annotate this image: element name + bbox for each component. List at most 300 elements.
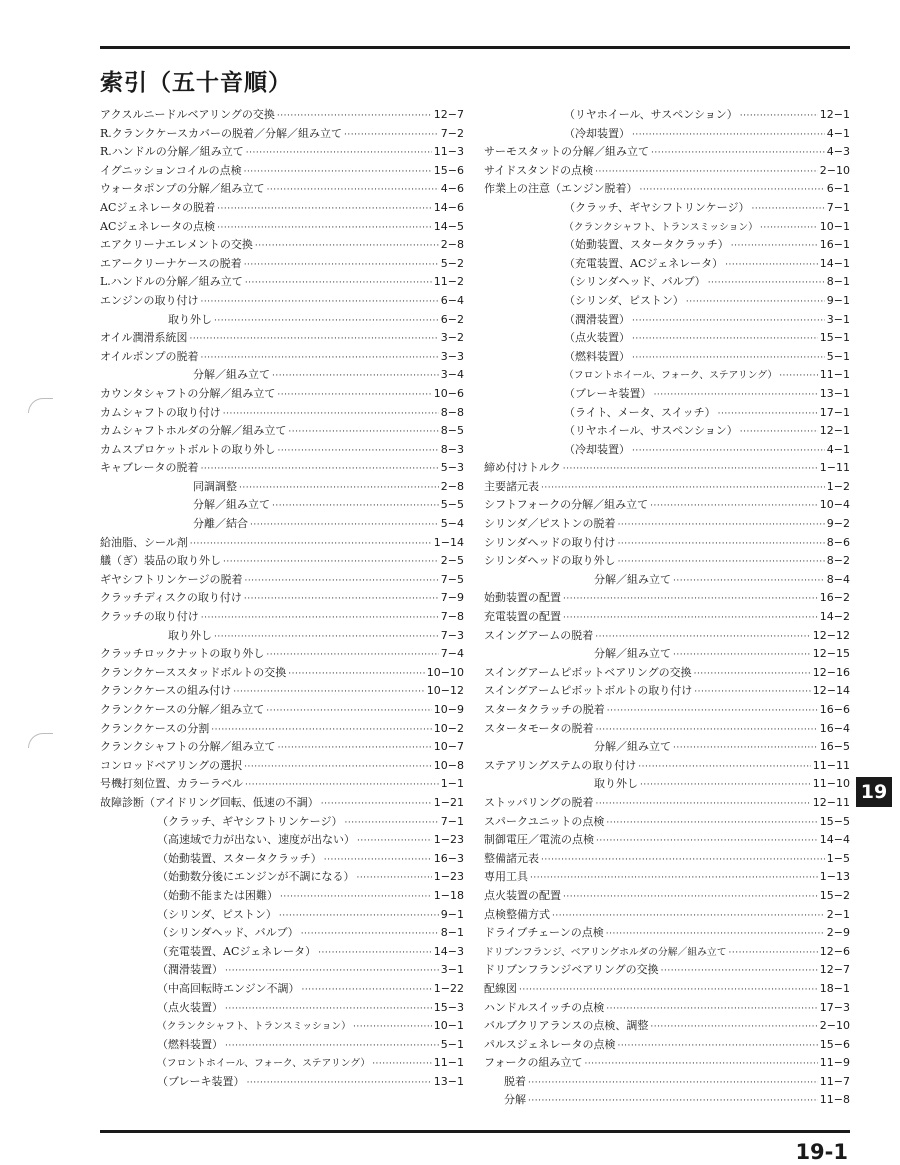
dot-leader bbox=[277, 107, 432, 125]
dot-leader bbox=[606, 1000, 818, 1018]
dot-leader bbox=[740, 107, 818, 125]
index-entry-page: 11−2 bbox=[433, 275, 464, 289]
dot-leader bbox=[639, 181, 824, 199]
section-tab: 19 bbox=[856, 777, 892, 807]
dot-leader bbox=[530, 869, 818, 887]
index-entry-page: 10−1 bbox=[433, 1019, 464, 1033]
index-entry bbox=[484, 924, 850, 943]
page-number: 19-1 bbox=[795, 1140, 848, 1164]
index-entry-page: 11−8 bbox=[819, 1093, 850, 1107]
index-entry bbox=[484, 255, 850, 274]
index-entry-page: 17−1 bbox=[819, 405, 850, 419]
index-entry-page: 11−1 bbox=[819, 368, 850, 382]
index-entry bbox=[484, 645, 850, 664]
index-entry-label: （冷却装置） bbox=[564, 442, 630, 456]
index-entry-page: 2−5 bbox=[440, 554, 464, 568]
index-entry-label: 同調調整 bbox=[193, 479, 237, 493]
index-entry-page: 1−21 bbox=[433, 795, 464, 809]
index-entry-page: 12−14 bbox=[812, 684, 850, 698]
index-entry-label: 号機打刻位置、カラーラベル bbox=[100, 777, 243, 791]
index-entry-label: 整備諸元表 bbox=[484, 851, 539, 865]
index-entry bbox=[100, 701, 464, 720]
index-entry-label: （冷却装置） bbox=[564, 126, 630, 140]
index-entry-label: （燃料装置） bbox=[564, 349, 630, 363]
index-entry-label: R.クランクケースカバーの脱着／分解／組み立て bbox=[100, 126, 343, 140]
index-entry-label: （シリンダヘッド、バルブ） bbox=[564, 275, 706, 289]
index-entry-page: 12−11 bbox=[812, 795, 850, 809]
index-entry-page: 2−10 bbox=[819, 1019, 850, 1033]
index-entry bbox=[100, 999, 464, 1018]
index-entry bbox=[100, 125, 464, 144]
index-entry bbox=[484, 664, 850, 683]
dot-leader bbox=[740, 423, 818, 441]
index-entry-page: 1−18 bbox=[433, 888, 464, 902]
index-entry-page: 8−3 bbox=[440, 442, 464, 456]
index-entry-label: （シリンダ、ピストン） bbox=[564, 293, 684, 307]
index-entry bbox=[484, 180, 850, 199]
index-entry-page: 10−2 bbox=[433, 721, 464, 735]
index-entry-label: 分解／組み立て bbox=[193, 368, 270, 382]
dot-leader bbox=[638, 758, 811, 776]
index-entry-page: 6−4 bbox=[440, 293, 464, 307]
index-entry-page: 2−1 bbox=[826, 907, 850, 921]
index-entry-page: 8−4 bbox=[826, 572, 850, 586]
dot-leader bbox=[563, 590, 818, 608]
index-entry-label: 脱着 bbox=[504, 1074, 526, 1088]
dot-leader bbox=[288, 423, 438, 441]
index-entry-label: パルスジェネレータの点検 bbox=[484, 1037, 616, 1051]
index-entry-page: 10−6 bbox=[433, 386, 464, 400]
index-entry-label: スパークユニットの点検 bbox=[484, 814, 605, 828]
index-entry-label: （点火装置） bbox=[157, 1000, 223, 1014]
index-entry-page: 1−5 bbox=[826, 851, 850, 865]
index-entry bbox=[100, 348, 464, 367]
index-entry bbox=[100, 757, 464, 776]
index-entry bbox=[100, 682, 464, 701]
dot-leader bbox=[279, 907, 439, 925]
index-entry bbox=[484, 236, 850, 255]
index-entry bbox=[100, 311, 464, 330]
index-entry-page: 15−6 bbox=[819, 1037, 850, 1051]
index-entry-page: 11−1 bbox=[433, 1056, 464, 1070]
index-entry-page: 5−1 bbox=[826, 349, 850, 363]
index-entry-label: 充電装置の配置 bbox=[484, 610, 561, 624]
dot-leader bbox=[595, 795, 810, 813]
index-entry-label: 取り外し bbox=[168, 312, 212, 326]
index-entry bbox=[484, 1091, 850, 1110]
index-entry-label: カムスプロケットボルトの取り外し bbox=[100, 442, 276, 456]
index-entry-label: クランクケースの組み付け bbox=[100, 684, 232, 698]
index-entry-label: ギヤシフトリンケージの脱着 bbox=[100, 572, 243, 586]
dot-leader bbox=[718, 405, 818, 423]
dot-leader bbox=[353, 1018, 432, 1036]
index-entry-page: 10−10 bbox=[426, 665, 464, 679]
dot-leader bbox=[245, 274, 432, 292]
index-entry bbox=[100, 868, 464, 887]
index-entry bbox=[484, 868, 850, 887]
index-entry-page: 8−5 bbox=[440, 424, 464, 438]
index-entry-page: 15−2 bbox=[819, 888, 850, 902]
dot-leader bbox=[372, 1055, 432, 1073]
index-entry-page: 13−1 bbox=[433, 1074, 464, 1088]
dot-leader bbox=[654, 386, 818, 404]
index-entry-label: （充電装置、ACジェネレータ） bbox=[564, 256, 724, 270]
index-entry bbox=[100, 534, 464, 553]
index-entry bbox=[484, 906, 850, 925]
index-entry bbox=[100, 292, 464, 311]
index-entry-label: （始動不能または困難） bbox=[157, 888, 278, 902]
index-entry bbox=[484, 199, 850, 218]
dot-leader bbox=[552, 907, 825, 925]
index-entry bbox=[484, 441, 850, 460]
dot-leader bbox=[246, 144, 432, 162]
index-entry bbox=[484, 162, 850, 181]
index-entry-page: 5−2 bbox=[440, 256, 464, 270]
index-entry-label: ACジェネレータの脱着 bbox=[100, 200, 216, 214]
index-entry-label: イグニッションコイルの点検 bbox=[100, 163, 242, 177]
index-entry bbox=[100, 236, 464, 255]
index-entry-page: 11−10 bbox=[812, 777, 850, 791]
index-entry-page: 16−4 bbox=[819, 721, 850, 735]
dot-leader bbox=[200, 293, 438, 311]
index-entry bbox=[100, 199, 464, 218]
index-entry-label: （始動装置、スタータクラッチ） bbox=[564, 238, 729, 252]
dot-leader bbox=[686, 293, 825, 311]
index-entry-label: （潤滑装置） bbox=[157, 963, 223, 977]
index-entry-page: 4−3 bbox=[826, 145, 850, 159]
index-entry bbox=[100, 366, 464, 385]
index-entry-page: 2−10 bbox=[819, 163, 850, 177]
index-entry-page: 3−1 bbox=[440, 963, 464, 977]
dot-leader bbox=[596, 832, 818, 850]
index-entry-page: 1−14 bbox=[433, 535, 464, 549]
index-entry bbox=[484, 701, 850, 720]
index-entry-label: クランクケースの分解／組み立て bbox=[100, 703, 265, 716]
dot-leader bbox=[244, 758, 432, 776]
index-entry bbox=[484, 496, 850, 515]
dot-leader bbox=[607, 702, 818, 720]
index-entry-page: 13−1 bbox=[819, 386, 850, 400]
index-entry bbox=[100, 906, 464, 925]
index-entry-label: 故障診断（アイドリング回転、低速の不調） bbox=[100, 795, 319, 809]
index-entry-page: 14−6 bbox=[433, 200, 464, 214]
index-entry-label: サーモスタットの分解／組み立て bbox=[484, 145, 649, 159]
index-entry-label: スイングアームの脱着 bbox=[484, 628, 594, 642]
index-entry-page: 14−5 bbox=[433, 219, 464, 233]
index-entry-label: ハンドルスイッチの点検 bbox=[484, 1000, 605, 1014]
dot-leader bbox=[595, 628, 811, 646]
dot-leader bbox=[673, 646, 811, 664]
index-entry-label: シリンダ／ピストンの脱着 bbox=[484, 517, 616, 531]
index-entry bbox=[100, 459, 464, 478]
index-entry bbox=[100, 1017, 464, 1036]
top-rule bbox=[100, 46, 850, 49]
index-entry bbox=[484, 552, 850, 571]
index-entry-page: 4−1 bbox=[826, 442, 850, 456]
index-entry-label: 配線図 bbox=[484, 981, 517, 995]
index-entry-label: （ライト、メータ、スイッチ） bbox=[564, 405, 716, 419]
index-entry bbox=[484, 125, 850, 144]
index-entry bbox=[100, 850, 464, 869]
index-entry-label: （点火装置） bbox=[564, 331, 630, 345]
index-entry bbox=[484, 1054, 850, 1073]
index-entry-label: アクスルニードルベアリングの交換 bbox=[100, 108, 275, 121]
index-entry-label: 主要諸元表 bbox=[484, 479, 539, 493]
index-entry-page: 14−2 bbox=[819, 610, 850, 624]
dot-leader bbox=[650, 497, 818, 515]
dot-leader bbox=[301, 925, 439, 943]
dot-leader bbox=[217, 219, 432, 237]
index-entry-label: （リヤホイール、サスペンション） bbox=[564, 108, 738, 121]
index-entry bbox=[484, 422, 850, 441]
dot-leader bbox=[708, 274, 825, 292]
index-entry-label: クランクシャフトの分解／組み立て bbox=[100, 740, 276, 754]
dot-leader bbox=[541, 851, 825, 869]
index-entry-page: 14−1 bbox=[819, 256, 850, 270]
dot-leader bbox=[356, 869, 431, 887]
index-entry-page: 4−6 bbox=[440, 182, 464, 196]
index-entry-page: 12−16 bbox=[812, 665, 850, 679]
index-entry-label: R.ハンドルの分解／組み立て bbox=[100, 145, 244, 159]
dot-leader bbox=[673, 739, 818, 757]
dot-leader bbox=[225, 1000, 432, 1018]
dot-leader bbox=[584, 1055, 817, 1073]
index-entry-page: 7−9 bbox=[440, 591, 464, 605]
index-entry-page: 12−15 bbox=[812, 647, 850, 661]
index-entry bbox=[100, 794, 464, 813]
index-entry-label: スイングアームピボットベアリングの交換 bbox=[484, 665, 692, 679]
index-entry-label: ACジェネレータの点検 bbox=[100, 219, 216, 233]
dot-leader bbox=[223, 405, 439, 423]
index-entry bbox=[100, 664, 464, 683]
index-entry bbox=[100, 887, 464, 906]
dot-leader bbox=[250, 516, 439, 534]
index-entry-label: （始動数分後にエンジンが不調になる） bbox=[157, 870, 355, 884]
index-entry bbox=[100, 645, 464, 664]
index-entry-page: 7−8 bbox=[440, 610, 464, 624]
index-entry bbox=[100, 478, 464, 497]
index-entry-label: クラッチの取り付け bbox=[100, 610, 199, 624]
index-entry bbox=[484, 311, 850, 330]
index-entry-label: 給油脂、シール剤 bbox=[100, 535, 188, 549]
index-entry-label: （クランクシャフト、トランスミッション） bbox=[157, 1021, 351, 1033]
index-entry bbox=[484, 366, 850, 385]
index-entry-page: 4−1 bbox=[826, 126, 850, 140]
index-entry-page: 3−2 bbox=[440, 331, 464, 345]
dot-leader bbox=[267, 181, 439, 199]
index-entry-label: （フロントホイール、フォーク、ステアリング） bbox=[157, 1058, 371, 1070]
index-entry-page: 5−4 bbox=[440, 517, 464, 531]
index-entry-page: 9−1 bbox=[440, 907, 464, 921]
dot-leader bbox=[528, 1074, 818, 1092]
dot-leader bbox=[632, 330, 818, 348]
page-title: 索引（五十音順） bbox=[100, 70, 292, 96]
index-entry-page: 3−1 bbox=[826, 312, 850, 326]
index-entry bbox=[100, 627, 464, 646]
dot-leader bbox=[200, 349, 438, 367]
index-entry-label: クラッチディスクの取り付け bbox=[100, 591, 242, 605]
index-entry-page: 12−1 bbox=[819, 108, 850, 121]
index-entry bbox=[484, 627, 850, 646]
index-entry bbox=[484, 273, 850, 292]
index-entry-label: シリンダヘッドの取り外し bbox=[484, 554, 616, 568]
dot-leader bbox=[214, 628, 439, 646]
dot-leader bbox=[673, 572, 825, 590]
index-entry-label: フォークの組み立て bbox=[484, 1056, 583, 1070]
index-entry-label: スイングアームピボットボルトの取り付け bbox=[484, 684, 693, 698]
dot-leader bbox=[277, 442, 438, 460]
index-entry-label: （フロントホイール、フォーク、ステアリング） bbox=[564, 370, 778, 382]
index-entry-page: 15−1 bbox=[819, 331, 850, 345]
index-entry bbox=[484, 980, 850, 999]
index-entry-page: 9−1 bbox=[826, 293, 850, 307]
index-entry bbox=[100, 831, 464, 850]
index-entry-page: 11−3 bbox=[433, 145, 464, 159]
index-entry-page: 8−8 bbox=[440, 405, 464, 419]
index-entry-page: 12−7 bbox=[433, 108, 464, 121]
binder-hole-mark bbox=[28, 398, 53, 413]
index-entry bbox=[100, 1073, 464, 1092]
index-entry bbox=[100, 329, 464, 348]
dot-leader bbox=[632, 442, 825, 460]
index-entry bbox=[484, 850, 850, 869]
index-entry bbox=[484, 1073, 850, 1092]
dot-leader bbox=[211, 721, 432, 739]
dot-leader bbox=[632, 126, 825, 144]
index-entry bbox=[484, 720, 850, 739]
index-entry-label: L.ハンドルの分解／組み立て bbox=[100, 275, 243, 289]
index-entry-page: 3−4 bbox=[440, 368, 464, 382]
dot-leader bbox=[266, 646, 438, 664]
index-entry-page: 12−7 bbox=[819, 963, 850, 977]
dot-leader bbox=[301, 981, 431, 999]
index-entry-label: ストッパリングの脱着 bbox=[484, 795, 594, 809]
dot-leader bbox=[606, 814, 817, 832]
index-entry-label: 分解／組み立て bbox=[594, 572, 671, 586]
index-entry-page: 7−3 bbox=[440, 628, 464, 642]
index-entry bbox=[484, 608, 850, 627]
dot-leader bbox=[606, 925, 825, 943]
index-entry-label: ステアリングステムの取り付け bbox=[484, 758, 637, 772]
index-entry-page: 16−1 bbox=[819, 238, 850, 252]
dot-leader bbox=[519, 981, 818, 999]
index-entry-page: 16−3 bbox=[433, 851, 464, 865]
index-entry-label: オイル潤滑系統図 bbox=[100, 331, 188, 345]
dot-leader bbox=[255, 237, 439, 255]
index-entry-label: 制御電圧／電流の点検 bbox=[484, 833, 594, 847]
index-entry bbox=[484, 943, 850, 962]
index-entry bbox=[100, 775, 464, 794]
dot-leader bbox=[632, 312, 825, 330]
dot-leader bbox=[694, 683, 811, 701]
index-entry-label: 作業上の注意（エンジン脱着） bbox=[484, 182, 638, 196]
index-entry bbox=[100, 162, 464, 181]
index-entry-label: 分解／組み立て bbox=[594, 647, 671, 661]
index-entry-label: （中高回転時エンジン不調） bbox=[157, 981, 300, 995]
index-entry-page: 1−23 bbox=[433, 870, 464, 884]
index-entry-label: カムシャフトホルダの分解／組み立て bbox=[100, 424, 287, 438]
dot-leader bbox=[640, 776, 811, 794]
dot-leader bbox=[563, 460, 818, 478]
index-entry-page: 15−3 bbox=[433, 1000, 464, 1014]
dot-leader bbox=[244, 256, 439, 274]
index-entry-page: 1−22 bbox=[433, 981, 464, 995]
index-entry bbox=[484, 961, 850, 980]
dot-leader bbox=[595, 163, 818, 181]
index-entry bbox=[484, 775, 850, 794]
index-entry-page: 15−6 bbox=[433, 163, 464, 177]
index-entry-page: 16−5 bbox=[819, 740, 850, 754]
index-entry bbox=[100, 273, 464, 292]
index-entry bbox=[484, 589, 850, 608]
dot-leader bbox=[563, 888, 818, 906]
index-entry-label: 艤（ぎ）装品の取り外し bbox=[100, 554, 221, 568]
dot-leader bbox=[239, 479, 439, 497]
index-entry bbox=[484, 757, 850, 776]
index-entry-page: 8−2 bbox=[826, 554, 850, 568]
index-entry bbox=[100, 608, 464, 627]
dot-leader bbox=[650, 1018, 817, 1036]
index-entry-label: スタータクラッチの脱着 bbox=[484, 703, 605, 716]
index-column-right bbox=[484, 106, 850, 1110]
dot-leader bbox=[225, 962, 439, 980]
dot-leader bbox=[729, 944, 818, 962]
index-entry-page: 10−9 bbox=[433, 703, 464, 716]
index-entry bbox=[100, 515, 464, 534]
index-entry bbox=[100, 571, 464, 590]
dot-leader bbox=[321, 795, 432, 813]
index-column-left bbox=[100, 106, 464, 1091]
index-entry bbox=[484, 534, 850, 553]
index-entry bbox=[100, 1054, 464, 1073]
index-entry-page: 1−23 bbox=[433, 833, 464, 847]
index-entry bbox=[484, 329, 850, 348]
index-entry-page: 12−12 bbox=[812, 628, 850, 642]
index-entry-label: ドリブンフランジベアリングの交換 bbox=[484, 963, 659, 977]
index-entry bbox=[484, 385, 850, 404]
dot-leader bbox=[244, 590, 439, 608]
index-entry-label: （ブレーキ装置） bbox=[564, 386, 652, 400]
dot-leader bbox=[731, 237, 818, 255]
index-entry bbox=[100, 980, 464, 999]
dot-leader bbox=[779, 367, 818, 385]
dot-leader bbox=[596, 721, 818, 739]
index-entry-label: スタータモータの脱着 bbox=[484, 721, 594, 735]
index-entry-page: 10−7 bbox=[433, 740, 464, 754]
index-entry-page: 12−1 bbox=[819, 424, 850, 438]
index-entry bbox=[484, 348, 850, 367]
index-entry-page: 14−4 bbox=[819, 833, 850, 847]
index-entry-page: 7−5 bbox=[440, 572, 464, 586]
index-entry-label: サイドスタンドの点検 bbox=[484, 163, 594, 177]
dot-leader bbox=[214, 312, 439, 330]
index-entry-page: 11−7 bbox=[819, 1074, 850, 1088]
index-entry bbox=[484, 738, 850, 757]
index-entry-label: 分解／組み立て bbox=[594, 740, 671, 754]
index-entry bbox=[484, 478, 850, 497]
index-entry-label: 専用工具 bbox=[484, 870, 528, 884]
dot-leader bbox=[661, 962, 818, 980]
index-entry-label: （クラッチ、ギヤシフトリンケージ） bbox=[157, 814, 343, 828]
dot-leader bbox=[280, 888, 432, 906]
dot-leader bbox=[247, 1074, 432, 1092]
index-entry bbox=[484, 831, 850, 850]
dot-leader bbox=[751, 200, 824, 218]
index-entry-page: 14−3 bbox=[433, 944, 464, 958]
index-entry bbox=[100, 720, 464, 739]
dot-leader bbox=[288, 665, 425, 683]
dot-leader bbox=[344, 126, 439, 144]
